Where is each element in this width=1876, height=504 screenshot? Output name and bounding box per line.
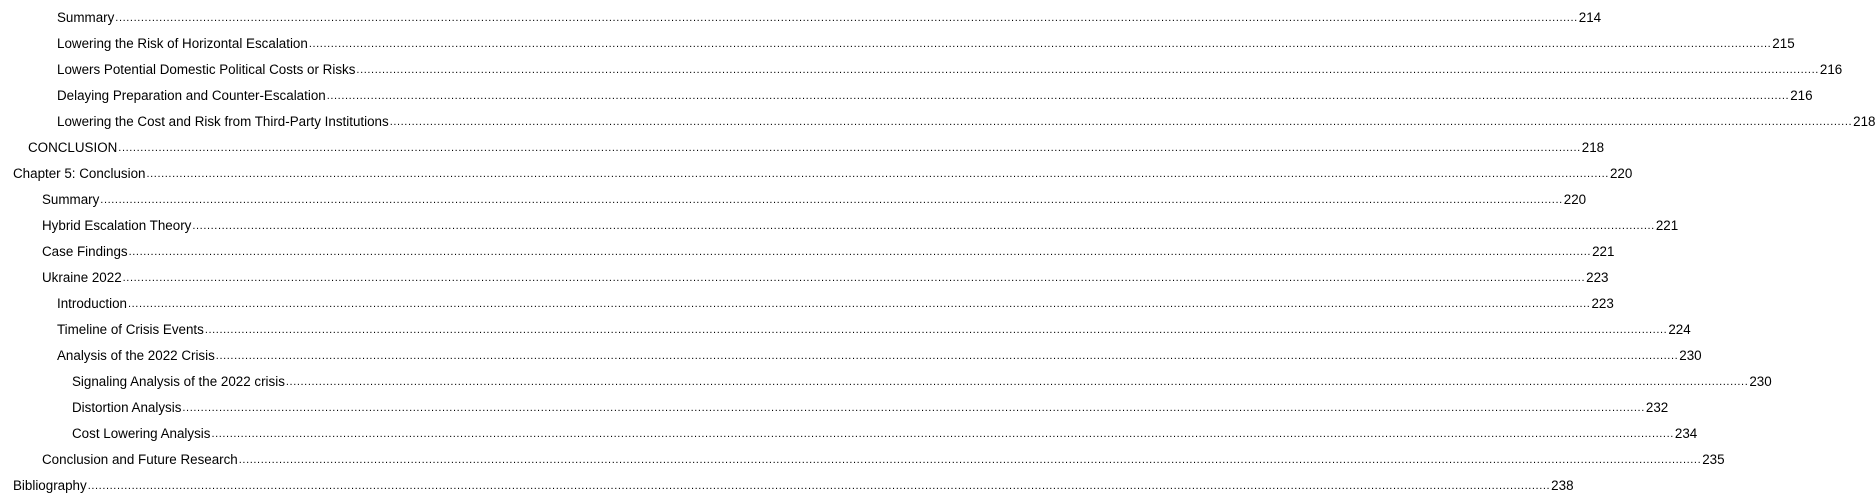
toc-dot-leader: ................................................................................................................................................................................................................................................................................................................................................................................................................ bbox=[389, 116, 1853, 128]
toc-entry[interactable] bbox=[0, 187, 1587, 213]
toc-entry[interactable] bbox=[0, 109, 1876, 135]
toc-entry[interactable] bbox=[0, 265, 1609, 291]
toc-dot-leader: ................................................................................................................................................................................................................................................................................................................................................................................................................ bbox=[87, 480, 1551, 492]
table-of-contents bbox=[0, 5, 1876, 499]
toc-entry-page-number: 232 bbox=[1645, 400, 1669, 415]
toc-dot-leader: ................................................................................................................................................................................................................................................................................................................................................................................................................ bbox=[115, 12, 1578, 24]
toc-dot-leader: ................................................................................................................................................................................................................................................................................................................................................................................................................ bbox=[211, 428, 1674, 440]
toc-entry-page-number: 230 bbox=[1679, 348, 1702, 363]
toc-entry-page-number: 221 bbox=[1655, 218, 1679, 233]
toc-entry-page-number: 223 bbox=[1591, 296, 1614, 311]
toc-entry[interactable] bbox=[0, 447, 1725, 473]
toc-entry[interactable] bbox=[0, 5, 1602, 31]
toc-entry[interactable] bbox=[0, 473, 1574, 499]
toc-entry-page-number: 223 bbox=[1586, 270, 1609, 285]
toc-entry-title: Hybrid Escalation Theory bbox=[42, 218, 192, 233]
toc-dot-leader: ................................................................................................................................................................................................................................................................................................................................................................................................................ bbox=[356, 64, 1819, 76]
toc-dot-leader: ................................................................................................................................................................................................................................................................................................................................................................................................................ bbox=[100, 194, 1563, 206]
toc-entry-title: Conclusion and Future Research bbox=[42, 452, 238, 467]
toc-dot-leader: ................................................................................................................................................................................................................................................................................................................................................................................................................ bbox=[192, 220, 1655, 232]
toc-dot-leader: ................................................................................................................................................................................................................................................................................................................................................................................................................ bbox=[215, 350, 1679, 362]
toc-entry-title: Ukraine 2022 bbox=[42, 270, 122, 285]
toc-entry-page-number: 230 bbox=[1749, 374, 1772, 389]
toc-dot-leader: ................................................................................................................................................................................................................................................................................................................................................................................................................ bbox=[127, 298, 1591, 310]
toc-entry-page-number: 220 bbox=[1563, 192, 1587, 207]
toc-entry-page-number: 221 bbox=[1592, 244, 1615, 259]
toc-dot-leader: ................................................................................................................................................................................................................................................................................................................................................................................................................ bbox=[285, 376, 1749, 388]
toc-entry[interactable] bbox=[0, 135, 1605, 161]
toc-entry-title: Cost Lowering Analysis bbox=[72, 426, 211, 441]
toc-entry[interactable] bbox=[0, 31, 1795, 57]
toc-entry-title: Bibliography bbox=[13, 478, 87, 493]
toc-entry-page-number: 235 bbox=[1702, 452, 1725, 467]
toc-entry[interactable] bbox=[0, 421, 1698, 447]
toc-entry-title: Summary bbox=[57, 10, 115, 25]
toc-entry[interactable] bbox=[0, 57, 1843, 83]
toc-entry[interactable] bbox=[0, 369, 1772, 395]
toc-entry[interactable] bbox=[0, 239, 1615, 265]
toc-entry-page-number: 238 bbox=[1551, 478, 1574, 493]
toc-entry[interactable] bbox=[0, 291, 1614, 317]
toc-dot-leader: ................................................................................................................................................................................................................................................................................................................................................................................................................ bbox=[146, 168, 1609, 180]
toc-entry-title: Analysis of the 2022 Crisis bbox=[57, 348, 215, 363]
toc-dot-leader: ................................................................................................................................................................................................................................................................................................................................................................................................................ bbox=[182, 402, 1645, 414]
toc-entry-page-number: 216 bbox=[1790, 88, 1813, 103]
toc-entry-title: Lowering the Risk of Horizontal Escalation bbox=[57, 36, 308, 51]
toc-entry[interactable] bbox=[0, 395, 1669, 421]
toc-entry-page-number: 215 bbox=[1772, 36, 1795, 51]
toc-entry-title: Lowering the Cost and Risk from Third-Party Institutions bbox=[57, 114, 389, 129]
toc-entry[interactable] bbox=[0, 343, 1702, 369]
toc-entry-title: CONCLUSION bbox=[28, 140, 118, 155]
toc-dot-leader: ................................................................................................................................................................................................................................................................................................................................................................................................................ bbox=[326, 90, 1790, 102]
toc-entry-title: Signaling Analysis of the 2022 crisis bbox=[72, 374, 285, 389]
toc-entry[interactable] bbox=[0, 213, 1679, 239]
toc-entry[interactable] bbox=[0, 83, 1813, 109]
toc-entry-title: Introduction bbox=[57, 296, 127, 311]
toc-entry[interactable] bbox=[0, 317, 1691, 343]
toc-entry-page-number: 218 bbox=[1581, 140, 1605, 155]
toc-entry-title: Delaying Preparation and Counter-Escalation bbox=[57, 88, 326, 103]
toc-entry-title: Distortion Analysis bbox=[72, 400, 182, 415]
toc-entry-title: Summary bbox=[42, 192, 100, 207]
toc-entry-page-number: 220 bbox=[1609, 166, 1633, 181]
toc-entry-title: Chapter 5: Conclusion bbox=[13, 166, 146, 181]
toc-entry-page-number: 214 bbox=[1578, 10, 1602, 25]
toc-dot-leader: ................................................................................................................................................................................................................................................................................................................................................................................................................ bbox=[128, 246, 1592, 258]
toc-dot-leader: ................................................................................................................................................................................................................................................................................................................................................................................................................ bbox=[238, 454, 1702, 466]
toc-dot-leader: ................................................................................................................................................................................................................................................................................................................................................................................................................ bbox=[118, 142, 1581, 154]
toc-dot-leader: ................................................................................................................................................................................................................................................................................................................................................................................................................ bbox=[308, 38, 1772, 50]
toc-entry-title: Timeline of Crisis Events bbox=[57, 322, 204, 337]
toc-entry-page-number: 218 bbox=[1853, 114, 1876, 129]
toc-entry-title: Case Findings bbox=[42, 244, 128, 259]
toc-entry-title: Lowers Potential Domestic Political Costs or Risks bbox=[57, 62, 356, 77]
toc-entry-page-number: 216 bbox=[1819, 62, 1843, 77]
toc-entry-page-number: 224 bbox=[1668, 322, 1691, 337]
toc-dot-leader: ................................................................................................................................................................................................................................................................................................................................................................................................................ bbox=[204, 324, 1668, 336]
toc-dot-leader: ................................................................................................................................................................................................................................................................................................................................................................................................................ bbox=[122, 272, 1586, 284]
toc-entry-page-number: 234 bbox=[1674, 426, 1698, 441]
toc-entry[interactable] bbox=[0, 161, 1633, 187]
